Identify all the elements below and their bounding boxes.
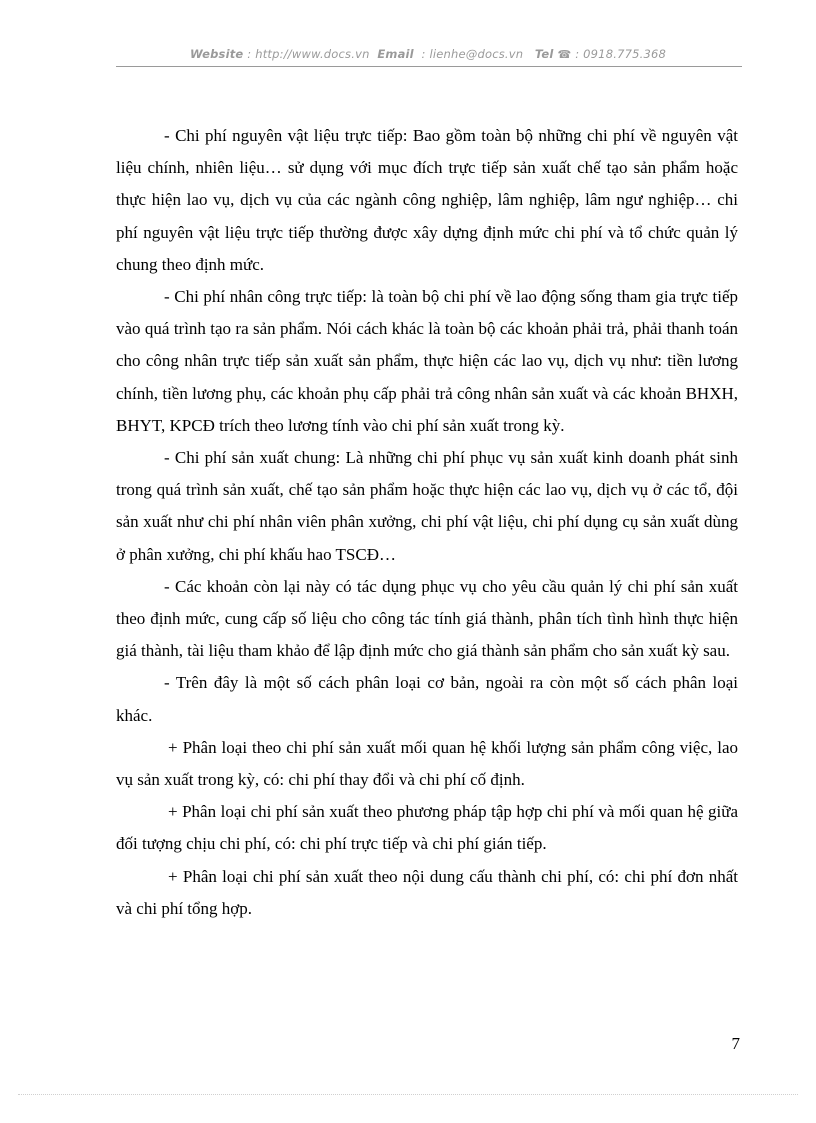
page-header: [114, 47, 742, 61]
paragraph-other-classifications: - Trên đây là một số cách phân loại cơ bản, ngoài ra còn một số cách phân loại khác.: [116, 673, 738, 725]
header-divider: [116, 66, 742, 67]
paragraph-remaining-items: - Các khoản còn lại này có tác dụng phục vụ cho yêu cầu quản lý chi phí sản xuất theo định mức, cung cấp số liệu cho công tác tính giá thành, phân tích tình hình thực hiện giá thành, tài liệu tham khảo để lập định mức cho giá thành sản phẩm cho sản xuất kỳ sau.: [116, 576, 738, 661]
paragraph-direct-materials: - Chi phí nguyên vật liệu trực tiếp: Bao gồm toàn bộ những chi phí về nguyên vật liệu chính, nhiên liệu… sử dụng với mục đích trực tiếp sản xuất chế tạo sản phẩm hoặc thực hiện lao vụ, dịch vụ của các ngành công nghiệp, lâm nghiệp, lâm ngư nghiệp… chi phí nguyên vật liệu trực tiếp thường được xây dựng định mức chi phí và tổ chức quản lý chung theo định mức.: [116, 126, 738, 274]
paragraph-overhead: - Chi phí sản xuất chung: Là những chi phí phục vụ sản xuất kinh doanh phát sinh trong quá trình sản xuất, chế tạo sản phẩm hoặc thực hiện các lao vụ, dịch vụ ở các tổ, đội sản xuất như chi phí nhân viên phân xưởng, chi phí vật liệu, chi phí dụng cụ sản xuất dùng ở phân xưởng, chi phí khấu hao TSCĐ…: [116, 448, 738, 564]
paragraph-classification-method: + Phân loại chi phí sản xuất theo phương pháp tập hợp chi phí và mối quan hệ giữa đối tượng chịu chi phí, có: chi phí trực tiếp và chi phí gián tiếp.: [116, 802, 738, 854]
paragraph-classification-content: + Phân loại chi phí sản xuất theo nội dung cấu thành chi phí, có: chi phí đơn nhất và chi phí tổng hợp.: [116, 866, 738, 918]
website-url[interactable]: http://www.docs.vn: [255, 47, 370, 61]
website-label: Website: [189, 47, 244, 61]
email-separator: :: [417, 47, 430, 61]
footer-divider: [18, 1094, 798, 1095]
phone-icon: ☎: [557, 48, 572, 61]
paragraph-classification-volume: + Phân loại theo chi phí sản xuất mối quan hệ khối lượng sản phẩm công việc, lao vụ sản xuất trong kỳ, có: chi phí thay đổi và chi phí cố định.: [116, 737, 738, 790]
document-body: [116, 120, 738, 925]
website-separator: :: [243, 47, 256, 61]
paragraph-direct-labor: - Chi phí nhân công trực tiếp: là toàn bộ chi phí về lao động sống tham gia trực tiếp vào quá trình tạo ra sản phẩm. Nói cách khác là toàn bộ các khoản phải trả, phải thanh toán cho công nhân trực tiếp sản xuất sản phẩm, thực hiện các lao vụ, dịch vụ như: tiền lương chính, tiền lương phụ, các khoản phụ cấp phải trả công nhân sản xuất và các khoản BHXH, BHYT, KPCĐ trích theo lương tính vào chi phí sản xuất trong kỳ.: [116, 287, 738, 435]
tel-number: : 0918.775.368: [571, 47, 667, 61]
email-address[interactable]: lienhe@docs.vn: [429, 47, 524, 61]
tel-label: Tel: [534, 47, 554, 61]
email-label: Email: [377, 47, 414, 61]
page-number: 7: [731, 1034, 740, 1053]
